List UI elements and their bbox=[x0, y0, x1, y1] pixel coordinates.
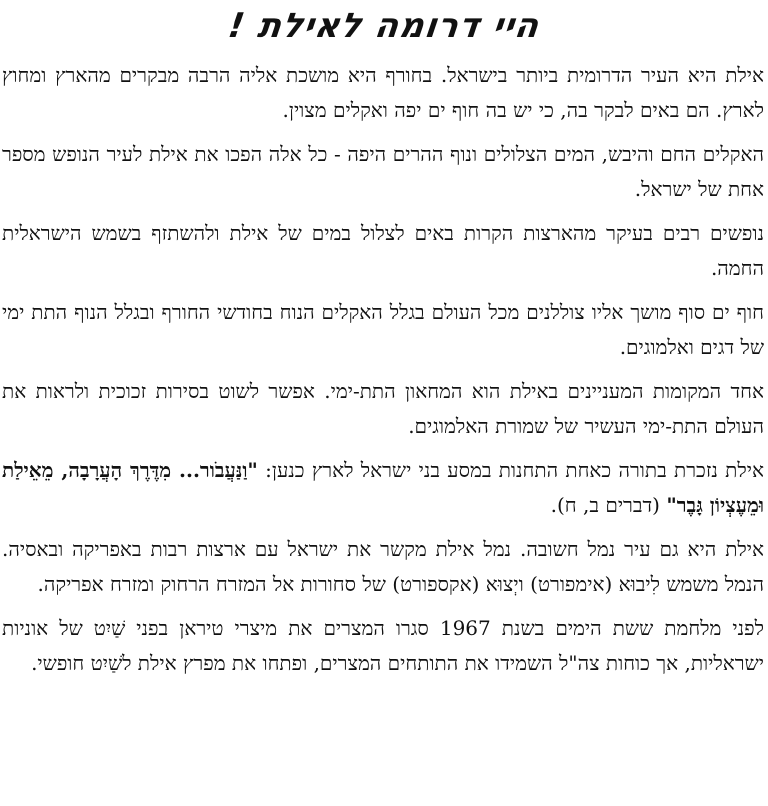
paragraph-six-day-war: לפני מלחמת ששת הימים בשנת 1967 סגרו המצרים את מיצרי טיראן בפני שַׁיִט של אוניות ישראליות, אך כוחות צה"ל השמידו את התותחים המצרים, ופתחו את מפרץ אילת לשַׁיִט חופשי. bbox=[2, 616, 764, 675]
torah-source: (דברים ב, ח). bbox=[550, 493, 667, 517]
paragraph-climate: האקלים החם והיבש, המים הצלולים ונוף ההרים היפה - כל אלה הפכו את אילת לעיר הנופש מספר אחת של ישראל. bbox=[2, 142, 764, 201]
paragraph-red-sea-coast: חוף ים סוף מושך אליו צוללנים מכל העולם בגלל האקלים הנוח בחודשי החורף ובגלל הנוף התת ימי של דגים ואלמוגים. bbox=[2, 300, 764, 359]
torah-quote: "וַנַּעֲבֹור... מִדֶּרֶךְ הָעֲרָבָה, מֵאֵילַת וּמֵעֶצְיוֹן גָּבֶר" bbox=[2, 458, 764, 517]
paragraph-location: אילת היא העיר הדרומית ביותר בישראל. בחורף היא מושכת אליה הרבה מבקרים מהארץ ומחוץ לארץ. הם באים לבקר בה, כי יש בה חוף ים יפה ואקלים מצוין. bbox=[2, 63, 764, 122]
paragraph-underwater-observatory: אחד המקומות המעניינים באילת הוא המחאון התת-ימי. אפשר לשוט בסירות זכוכית ולראות את העולם התת-ימי העשיר של שמורת האלמוגים. bbox=[2, 379, 764, 438]
page-title: היי דרומה לאילת ! bbox=[225, 6, 543, 46]
article-body bbox=[2, 58, 764, 690]
paragraph-vacationers: נופשים רבים בעיקר מהארצות הקרות באים לצלול במים של אילת ולהשתזף בשמש הישראלית החמה. bbox=[2, 221, 764, 280]
paragraph-port: אילת היא גם עיר נמל חשובה. נמל אילת מקשר את ישראל עם ארצות רבות באפריקה ובאסיה. הנמל משמש לִיבוּא (אימפורט) ויְצוּא (אקספורט) של סחורות אל המזרח הרחוק ומזרח אפריקה. bbox=[2, 537, 764, 596]
torah-intro-text: אילת נזכרת בתורה כאחת התחנות במסע בני ישראל לארץ כנען: bbox=[257, 458, 764, 482]
paragraph-torah-reference bbox=[2, 453, 764, 523]
